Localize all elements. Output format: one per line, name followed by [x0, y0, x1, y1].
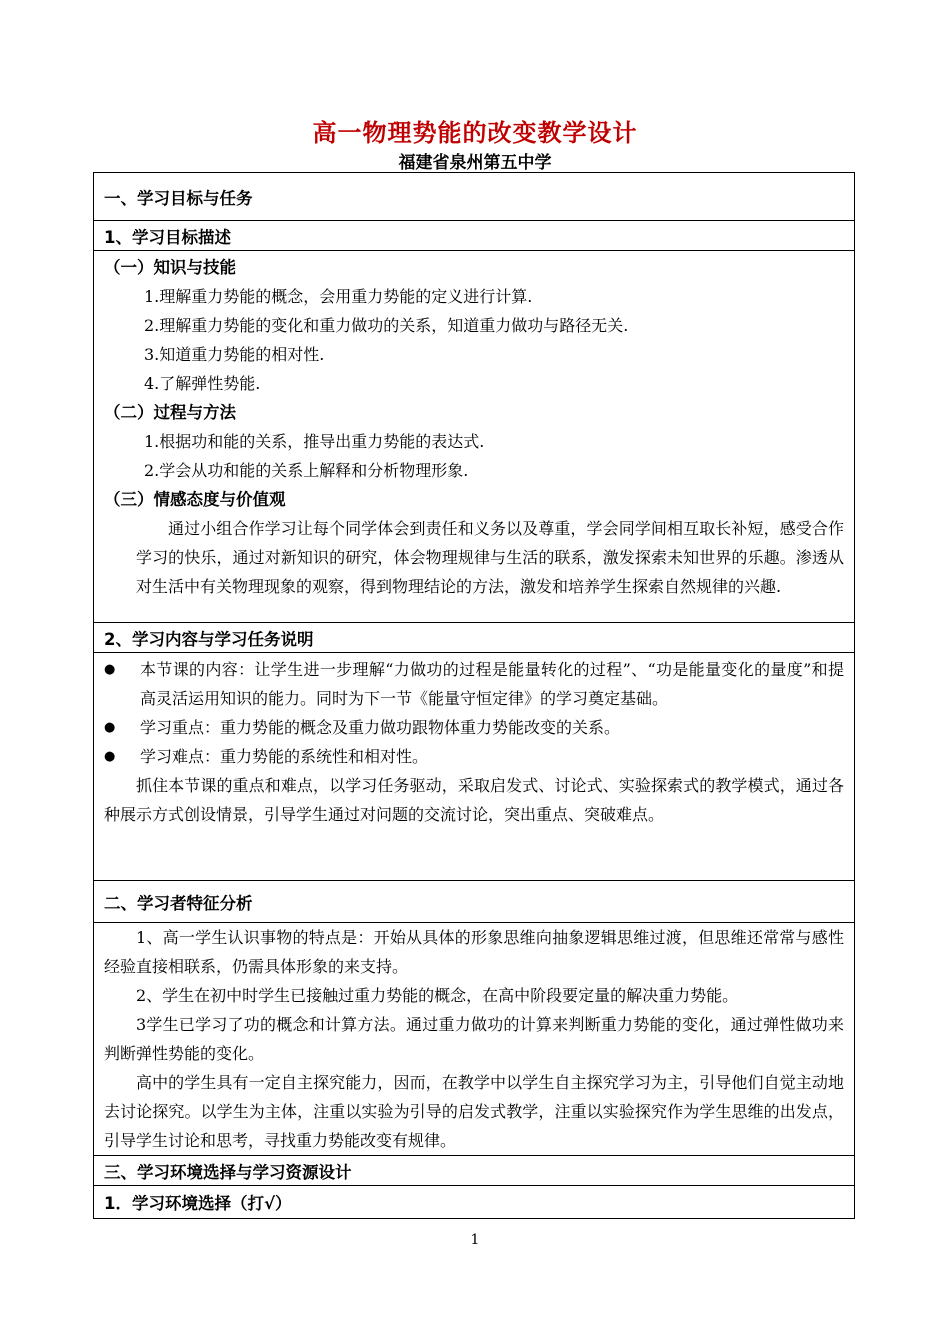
- design-table: [93, 172, 855, 1219]
- process-item: 2.学会从功和能的关系上解释和分析物理形象.: [144, 461, 469, 480]
- bullet-text: 学习难点：重力势能的系统性和相对性。: [140, 747, 429, 766]
- learner-paragraph: 1、高一学生认识事物的特点是：开始从具体的形象思维向抽象逻辑思维过渡，但思维还常常与感性经验直接相联系，仍需具体形象的来支持。: [104, 928, 844, 976]
- subsection-heading-text: 1、学习目标描述: [104, 227, 231, 247]
- subsection-3-1-heading: [94, 1185, 854, 1218]
- subsection-1-2-heading: [94, 622, 854, 652]
- document-title: 高一物理势能的改变教学设计: [312, 119, 638, 147]
- school-name: 福建省泉州第五中学: [398, 153, 552, 173]
- section-heading-text: 三、学习环境选择与学习资源设计: [104, 1162, 352, 1182]
- page-number: 1: [470, 1232, 480, 1248]
- summary-paragraph: 抓住本节课的重点和难点，以学习任务驱动，采取启发式、讨论式、实验探索式的教学模式，通过各种展示方式创设情景，引导学生通过对问题的交流讨论，突出重点、突破难点。: [104, 776, 844, 824]
- knowledge-item: 1.理解重力势能的概念，会用重力势能的定义进行计算.: [144, 287, 533, 306]
- emotion-heading: （三）情感态度与价值观: [104, 490, 286, 509]
- subsection-heading-text: 2、学习内容与学习任务说明: [104, 629, 314, 649]
- knowledge-item: 4.了解弹性势能.: [144, 374, 261, 393]
- bullet-text: 本节课的内容：让学生进一步理解“力做功的过程是能量转化的过程”、“功是能量变化的量度”和提高灵活运用知识的能力。同时为下一节《能量守恒定律》的学习奠定基础。: [140, 660, 844, 708]
- learner-paragraph: 3学生已学习了功的概念和计算方法。通过重力做功的计算来判断重力势能的变化，通过弹性做功来判断弹性势能的变化。: [104, 1015, 844, 1063]
- process-item: 1.根据功和能的关系，推导出重力势能的表达式.: [144, 432, 485, 451]
- bullet-dot-icon: ●: [104, 720, 116, 735]
- bullet-item: [104, 742, 844, 771]
- bullet-item: [104, 655, 844, 713]
- subsection-1-1-heading: [94, 220, 854, 250]
- bullet-item: [104, 713, 844, 742]
- section-heading-text: 一、学习目标与任务: [104, 188, 253, 208]
- section-heading-text: 二、学习者特征分析: [104, 893, 253, 913]
- emotion-paragraph: 通过小组合作学习让每个同学体会到责任和义务以及尊重，学会同学间相互取长补短，感受合作学习的快乐，通过对新知识的研究，体会物理规律与生活的联系，激发探索未知世界的乐趣。渗透从对生活中有关物理现象的观察，得到物理结论的方法，激发和培养学生探索自然规律的兴趣.: [136, 519, 844, 596]
- knowledge-item: 3.知道重力势能的相对性.: [144, 345, 325, 364]
- process-heading: （二）过程与方法: [104, 403, 236, 422]
- objectives-cell: [94, 250, 854, 622]
- section-3-heading: [94, 1155, 854, 1185]
- knowledge-item: 2.理解重力势能的变化和重力做功的关系，知道重力做功与路径无关.: [144, 316, 629, 335]
- bullet-dot-icon: ●: [104, 662, 116, 677]
- bullet-dot-icon: ●: [104, 749, 116, 764]
- bullet-text: 学习重点：重力势能的概念及重力做功跟物体重力势能改变的关系。: [140, 718, 621, 737]
- content-cell: [94, 652, 854, 880]
- learner-paragraph: 高中的学生具有一定自主探究能力，因而，在教学中以学生自主探究学习为主，引导他们自觉主动地去讨论探究。以学生为主体，注重以实验为引导的启发式教学，注重以实验探究作为学生思维的出发点，引导学生讨论和思考，寻找重力势能改变有规律。: [104, 1073, 844, 1150]
- subsection-heading-text: 1．学习环境选择（打√）: [104, 1194, 292, 1213]
- knowledge-heading: （一）知识与技能: [104, 258, 236, 277]
- learner-paragraph: 2、学生在初中时学生已接触过重力势能的概念，在高中阶段要定量的解决重力势能。: [136, 986, 739, 1005]
- section-2-heading: [94, 880, 854, 922]
- learner-analysis-cell: [94, 922, 854, 1155]
- section-1-heading: [94, 173, 854, 220]
